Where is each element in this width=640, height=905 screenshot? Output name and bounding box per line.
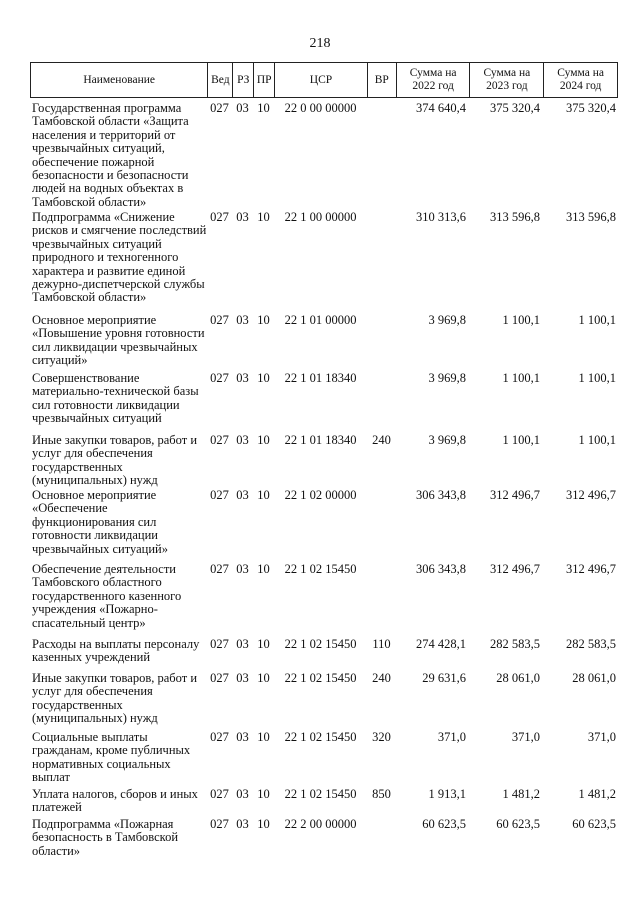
row-sum-2022: 3 969,8 [428,371,466,385]
row-rz: 03 [236,488,249,502]
table-row [30,207,618,310]
row-pr: 10 [257,637,270,651]
table-header [30,62,618,98]
row-sum-2022: 29 631,6 [422,671,466,685]
row-sum-2024: 375 320,4 [566,101,616,115]
row-csr: 22 1 02 15450 [284,562,357,576]
header-sum-2023: Сумма на 2023 год [469,63,543,97]
row-csr: 22 1 01 18340 [284,371,357,385]
row-csr: 22 1 02 15450 [284,730,357,744]
row-ved: 027 [210,210,229,224]
row-pr: 10 [257,433,270,447]
row-sum-2023: 60 623,5 [496,817,540,831]
row-ved: 027 [210,371,229,385]
row-name: Социальные выплаты гражданам, кроме публичных нормативных социальных выплат [32,730,191,785]
row-sum-2022: 306 343,8 [416,488,466,502]
row-pr: 10 [257,210,270,224]
row-rz: 03 [236,637,249,651]
row-name: Подпрограмма «Снижение рисков и смягчение последствий чрезвычайных ситуаций природного и техногенного характера и развитие единой дежурно-диспетчерской службы Тамбовской области» [32,210,207,305]
table-row [30,634,618,668]
row-pr: 10 [257,101,270,115]
table-row [30,668,618,727]
row-vr [367,310,396,368]
row-ved: 027 [210,488,229,502]
row-csr: 22 1 02 15450 [284,787,357,801]
row-vr [367,814,396,862]
row-pr: 10 [257,730,270,744]
table-row [30,98,618,207]
row-sum-2022: 3 969,8 [428,313,466,327]
row-csr: 22 1 00 00000 [284,210,357,224]
row-rz: 03 [236,817,249,831]
row-rz: 03 [236,313,249,327]
table-row [30,559,618,634]
table-row [30,485,618,559]
row-sum-2022: 274 428,1 [416,637,466,651]
row-ved: 027 [210,637,229,651]
row-rz: 03 [236,671,249,685]
row-sum-2024: 282 583,5 [566,637,616,651]
header-sum-2022: Сумма на 2022 год [396,63,470,97]
row-ved: 027 [210,817,229,831]
header-name: Наименование [83,73,155,86]
row-sum-2022: 60 623,5 [422,817,466,831]
row-ved: 027 [210,787,229,801]
row-ved: 027 [210,671,229,685]
row-vr: 240 [372,433,391,447]
row-sum-2022: 374 640,4 [416,101,466,115]
row-csr: 22 0 00 00000 [284,101,357,115]
row-ved: 027 [210,433,229,447]
row-sum-2023: 312 496,7 [490,488,540,502]
row-rz: 03 [236,730,249,744]
row-name: Основное мероприятие «Обеспечение функционирования сил готовности ликвидации чрезвычайных ситуаций» [32,488,168,556]
row-sum-2023: 1 100,1 [502,433,540,447]
row-name: Иные закупки товаров, работ и услуг для обеспечения государственных (муниципальных) нужд [32,433,198,488]
row-pr: 10 [257,562,270,576]
row-sum-2024: 1 481,2 [578,787,616,801]
row-vr: 850 [372,787,391,801]
header-csr: ЦСР [274,63,367,97]
row-ved: 027 [210,562,229,576]
row-sum-2023: 282 583,5 [490,637,540,651]
header-sum-2024: Сумма на 2024 год [543,63,617,97]
table-row [30,784,618,814]
row-sum-2022: 371,0 [437,730,466,744]
row-csr: 22 1 01 00000 [284,313,357,327]
row-sum-2022: 310 313,6 [416,210,466,224]
row-sum-2023: 1 481,2 [502,787,540,801]
row-sum-2023: 313 596,8 [490,210,540,224]
header-pr: ПР [253,63,274,97]
row-csr: 22 1 02 00000 [284,488,357,502]
row-rz: 03 [236,787,249,801]
row-name: Иные закупки товаров, работ и услуг для обеспечения государственных (муниципальных) нужд [32,671,198,726]
row-sum-2024: 1 100,1 [578,433,616,447]
row-csr: 22 1 01 18340 [284,433,357,447]
row-sum-2022: 306 343,8 [416,562,466,576]
row-sum-2023: 375 320,4 [490,101,540,115]
table-row [30,430,618,488]
row-vr: 240 [372,671,391,685]
row-csr: 22 2 00 00000 [284,817,357,831]
row-rz: 03 [236,433,249,447]
row-name: Совершенствование материально-технической базы сил готовности ликвидации чрезвычайных ситуаций [32,371,199,426]
row-sum-2022: 3 969,8 [428,433,466,447]
row-rz: 03 [236,210,249,224]
row-rz: 03 [236,371,249,385]
table-row [30,310,618,368]
row-sum-2024: 312 496,7 [566,562,616,576]
row-sum-2024: 1 100,1 [578,371,616,385]
row-sum-2024: 1 100,1 [578,313,616,327]
row-sum-2024: 60 623,5 [572,817,616,831]
row-name: Обеспечение деятельности Тамбовского областного государственного казенного учреждения «Пожарно-спасательный центр» [32,562,182,630]
row-rz: 03 [236,562,249,576]
row-vr: 110 [372,637,391,651]
row-vr [367,207,396,310]
row-pr: 10 [257,817,270,831]
row-pr: 10 [257,313,270,327]
row-ved: 027 [210,101,229,115]
row-rz: 03 [236,101,249,115]
row-csr: 22 1 02 15450 [284,671,357,685]
row-pr: 10 [257,787,270,801]
row-ved: 027 [210,730,229,744]
row-csr: 22 1 02 15450 [284,637,357,651]
row-name: Подпрограмма «Пожарная безопасность в Тамбовской области» [32,817,179,858]
table-body [30,98,618,862]
row-name: Основное мероприятие «Повышение уровня готовности сил ликвидации чрезвычайных ситуаций» [32,313,205,368]
row-sum-2024: 313 596,8 [566,210,616,224]
row-sum-2024: 371,0 [587,730,616,744]
row-sum-2023: 371,0 [511,730,540,744]
row-vr [367,559,396,634]
row-vr [367,368,396,430]
row-pr: 10 [257,371,270,385]
row-sum-2023: 312 496,7 [490,562,540,576]
row-sum-2023: 1 100,1 [502,371,540,385]
row-sum-2023: 28 061,0 [496,671,540,685]
page-number: 218 [309,36,331,51]
row-vr: 320 [372,730,391,744]
row-name: Государственная программа Тамбовской области «Защита населения и территорий от чрезвычайных ситуаций, обеспечение пожарной безопасности и безопасности людей на водных объектах в Тамбовской области» [32,101,189,209]
row-vr [367,98,396,207]
header-ved: Вед [207,63,232,97]
table-row [30,368,618,430]
header-rz: РЗ [232,63,253,97]
header-vr: ВР [367,63,396,97]
row-sum-2023: 1 100,1 [502,313,540,327]
row-name: Уплата налогов, сборов и иных платежей [32,787,198,815]
row-ved: 027 [210,313,229,327]
row-sum-2024: 312 496,7 [566,488,616,502]
row-pr: 10 [257,671,270,685]
row-sum-2022: 1 913,1 [428,787,466,801]
row-sum-2024: 28 061,0 [572,671,616,685]
row-pr: 10 [257,488,270,502]
row-name: Расходы на выплаты персоналу казенных учреждений [32,637,200,665]
table-row [30,814,618,862]
row-vr [367,485,396,559]
table-row [30,727,618,784]
